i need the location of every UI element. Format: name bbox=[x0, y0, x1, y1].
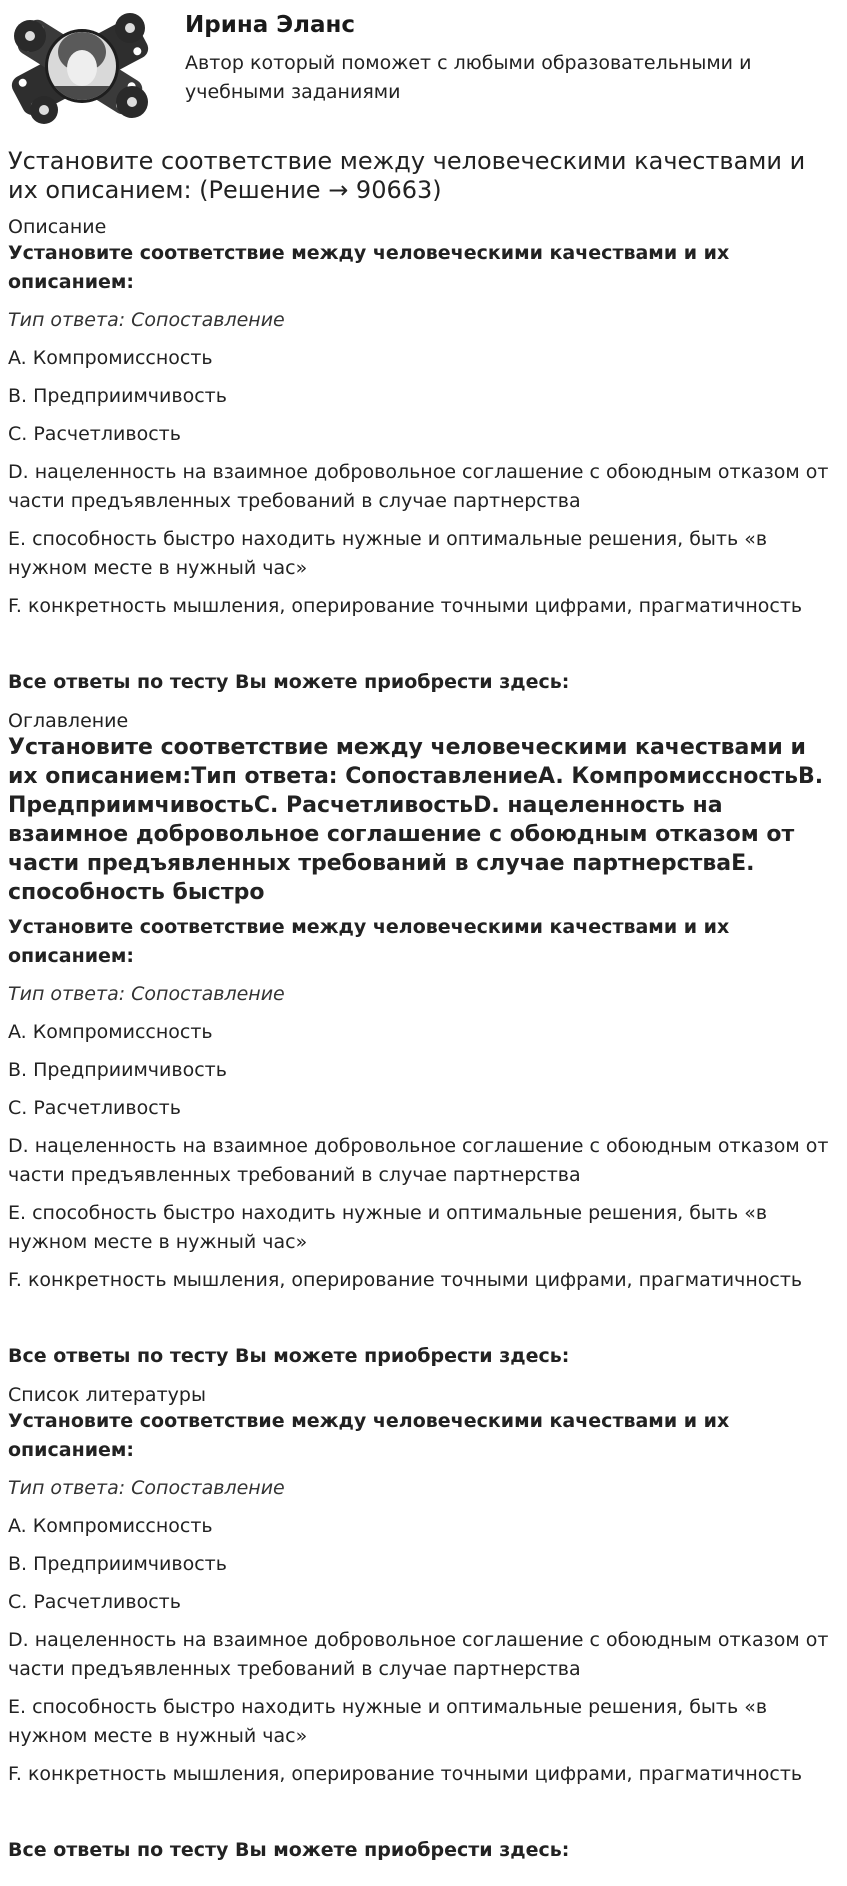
contents-section bbox=[8, 709, 838, 1371]
question-title: Установите соответствие между человеческими качествами и их описанием: bbox=[8, 916, 730, 967]
author-name: Ирина Эланс bbox=[185, 12, 356, 38]
option-item: C. Расчетливость bbox=[8, 1591, 181, 1613]
contents-summary: Установите соответствие между человеческими качествами и их описанием:Тип ответа: СопоставлениеA. КомпромиссностьB. ПредприимчивостьC. РасчетливостьD. нацеленность на взаимное добровольное соглашение с обоюдным отказом от части предъявленных требований в случае партнерстваE. способность быстро bbox=[8, 735, 824, 905]
answer-type: Тип ответа: Сопоставление bbox=[8, 1477, 285, 1499]
film-reel-photo-avatar-icon bbox=[8, 6, 152, 128]
author-header bbox=[0, 0, 847, 140]
question-title: Установите соответствие между человеческими качествами и их описанием: bbox=[8, 242, 730, 293]
section-label: Описание bbox=[8, 216, 107, 238]
option-item: E. способность быстро находить нужные и оптимальные решения, быть «в нужном месте в нужный час» bbox=[8, 1696, 768, 1747]
question-title: Установите соответствие между человеческими качествами и их описанием: bbox=[8, 1410, 730, 1461]
option-item: B. Предприимчивость bbox=[8, 385, 227, 407]
option-item: E. способность быстро находить нужные и оптимальные решения, быть «в нужном месте в нужный час» bbox=[8, 1202, 768, 1253]
main-content bbox=[8, 147, 838, 1865]
section-label: Оглавление bbox=[8, 710, 129, 732]
option-item: C. Расчетливость bbox=[8, 1097, 181, 1119]
section-label: Список литературы bbox=[8, 1384, 206, 1406]
option-item: B. Предприимчивость bbox=[8, 1059, 227, 1081]
buy-answers-link[interactable]: Все ответы по тесту Вы можете приобрести здесь: bbox=[8, 671, 570, 693]
buy-answers-link[interactable]: Все ответы по тесту Вы можете приобрести здесь: bbox=[8, 1839, 570, 1861]
option-item: D. нацеленность на взаимное добровольное соглашение с обоюдным отказом от части предъявленных требований в случае партнерства bbox=[8, 1135, 829, 1186]
description-section bbox=[8, 215, 838, 697]
option-item: A. Компромиссность bbox=[8, 1021, 213, 1043]
option-item: D. нацеленность на взаимное добровольное соглашение с обоюдным отказом от части предъявленных требований в случае партнерства bbox=[8, 1629, 829, 1680]
option-item: B. Предприимчивость bbox=[8, 1553, 227, 1575]
answer-type: Тип ответа: Сопоставление bbox=[8, 983, 285, 1005]
page-title: Установите соответствие между человеческими качествами и их описанием: (Решение → 90663) bbox=[8, 147, 806, 204]
bibliography-section bbox=[8, 1383, 838, 1865]
option-item: D. нацеленность на взаимное добровольное соглашение с обоюдным отказом от части предъявленных требований в случае партнерства bbox=[8, 461, 829, 512]
option-item: E. способность быстро находить нужные и оптимальные решения, быть «в нужном месте в нужный час» bbox=[8, 528, 768, 579]
option-item: F. конкретность мышления, оперирование точными цифрами, прагматичность bbox=[8, 595, 803, 617]
answer-type: Тип ответа: Сопоставление bbox=[8, 309, 285, 331]
option-item: A. Компромиссность bbox=[8, 347, 213, 369]
option-item: A. Компромиссность bbox=[8, 1515, 213, 1537]
option-item: F. конкретность мышления, оперирование точными цифрами, прагматичность bbox=[8, 1269, 803, 1291]
author-avatar bbox=[8, 6, 152, 128]
option-item: C. Расчетливость bbox=[8, 423, 181, 445]
buy-answers-link[interactable]: Все ответы по тесту Вы можете приобрести здесь: bbox=[8, 1345, 570, 1367]
option-item: F. конкретность мышления, оперирование точными цифрами, прагматичность bbox=[8, 1763, 803, 1785]
author-description: Автор который поможет с любыми образовательными и учебными заданиями bbox=[185, 52, 752, 103]
